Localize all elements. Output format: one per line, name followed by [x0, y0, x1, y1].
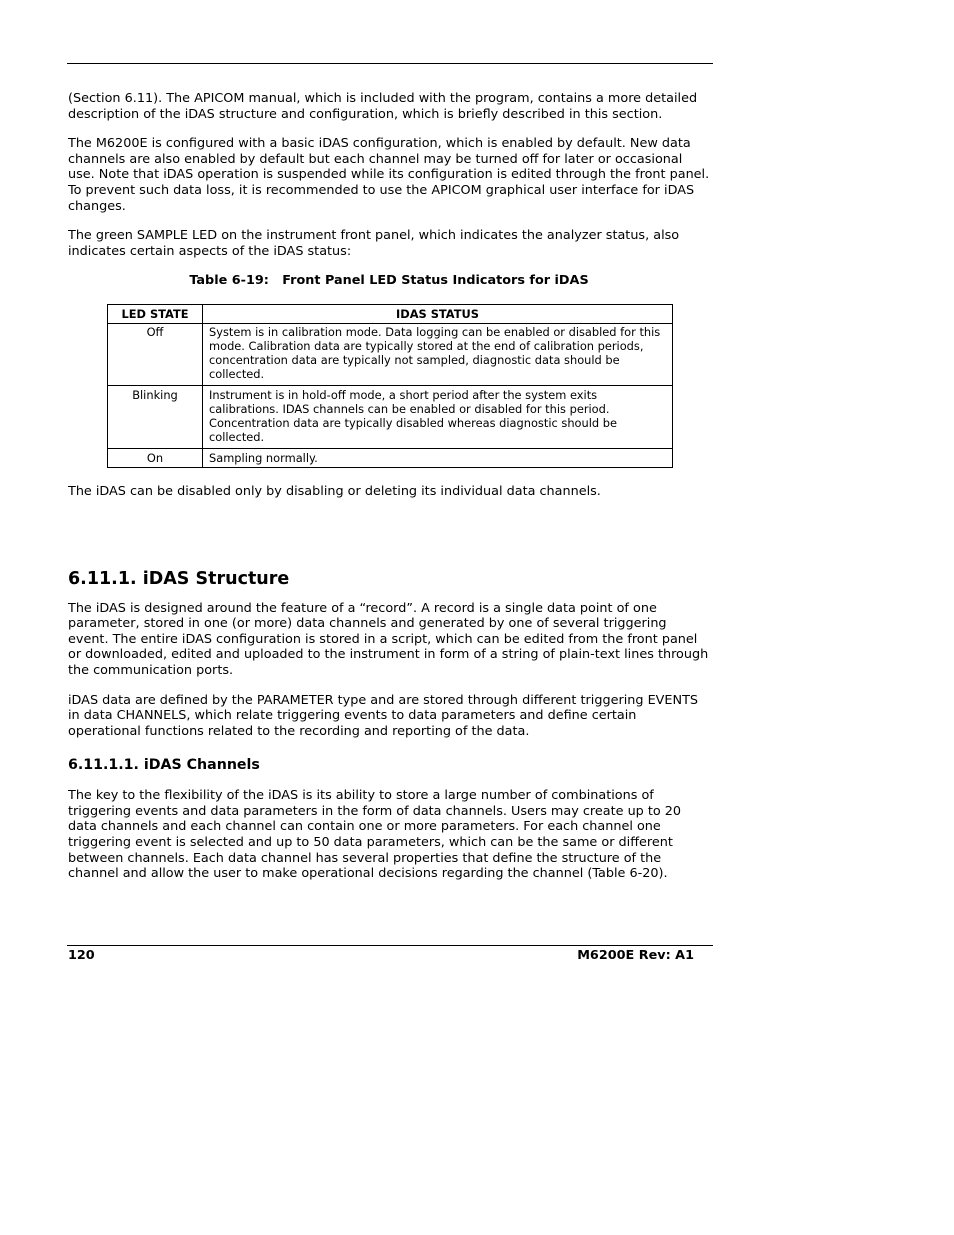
subsection-heading: 6.11.1.1. iDAS Channels — [68, 757, 260, 774]
footer-rule — [67, 945, 713, 946]
idas-status-cell: Instrument is in hold-off mode, a short period after the system exits calibrations. IDAS channels can be enabled or disabled for this period. Concentration data are typically disabled whereas diagnostic should be collected. — [203, 385, 673, 448]
intro-paragraph-2: The M6200E is configured with a basic iDAS configuration, which is enabled by default. New data channels are also enabled by default but each channel may be turned off for later or occasional use. Note that iDAS operation is suspended while its configuration is edited through the front panel. To prevent such data loss, it is recommended to use the APICOM graphical user interface for iDAS changes. — [68, 136, 710, 214]
led-status-table — [107, 304, 673, 468]
header-rule — [67, 63, 713, 64]
table-row — [108, 448, 673, 467]
document-revision: M6200E Rev: A1 — [577, 948, 694, 963]
intro-paragraph-1: (Section 6.11). The APICOM manual, which is included with the program, contains a more detailed description of the iDAS structure and configuration, which is briefly described in this section. — [68, 91, 698, 122]
section-paragraph-1: The iDAS is designed around the feature of a “record”. A record is a single data point of one parameter, stored in one (or more) data channels and generated by one of several triggering event. The entire iDAS configuration is stored in a script, which can be edited from the front panel or downloaded, edited and uploaded to the instrument in form of a string of plain-text lines through the communication ports. — [68, 600, 709, 678]
intro-paragraph-3: The green SAMPLE LED on the instrument front panel, which indicates the analyzer status, also indicates certain aspects of the iDAS status: — [68, 228, 680, 259]
table-caption: Table 6-19: Front Panel LED Status Indicators for iDAS — [189, 273, 589, 289]
page-number: 120 — [68, 948, 95, 963]
led-state-cell: On — [108, 448, 203, 467]
header-led-state: LED STATE — [108, 304, 203, 323]
page-body — [68, 91, 710, 882]
header-idas-status: IDAS STATUS — [203, 304, 673, 323]
table-header-row — [108, 304, 673, 323]
table-row — [108, 323, 673, 385]
led-state-cell: Blinking — [108, 385, 203, 448]
idas-status-cell: Sampling normally. — [203, 448, 673, 467]
led-state-cell: Off — [108, 323, 203, 385]
table-row — [108, 385, 673, 448]
section-heading: 6.11.1. iDAS Structure — [68, 568, 290, 589]
after-table-paragraph: The iDAS can be disabled only by disabling or deleting its individual data channels. — [68, 483, 601, 499]
page-footer — [68, 948, 694, 963]
subsection-paragraph-1: The key to the flexibility of the iDAS is its ability to store a large number of combinations of triggering events and data parameters in the form of data channels. Users may create up to 20 data channels and each channel can contain one or more parameters. For each channel one triggering event is selected and up to 50 data parameters, which can be the same or different between channels. Each data channel has several properties that define the structure of the channel and allow the user to make operational decisions regarding the channel (Table 6-20). — [68, 788, 682, 882]
idas-status-cell: System is in calibration mode. Data logging can be enabled or disabled for this mode. Calibration data are typically stored at the end of calibration periods, concentration data are typically not sampled, diagnostic data should be collected. — [203, 323, 673, 385]
section-paragraph-2: iDAS data are defined by the PARAMETER type and are stored through different triggering EVENTS in data CHANNELS, which relate triggering events to data parameters and define certain operational functions related to the recording and reporting of the data. — [68, 692, 699, 739]
